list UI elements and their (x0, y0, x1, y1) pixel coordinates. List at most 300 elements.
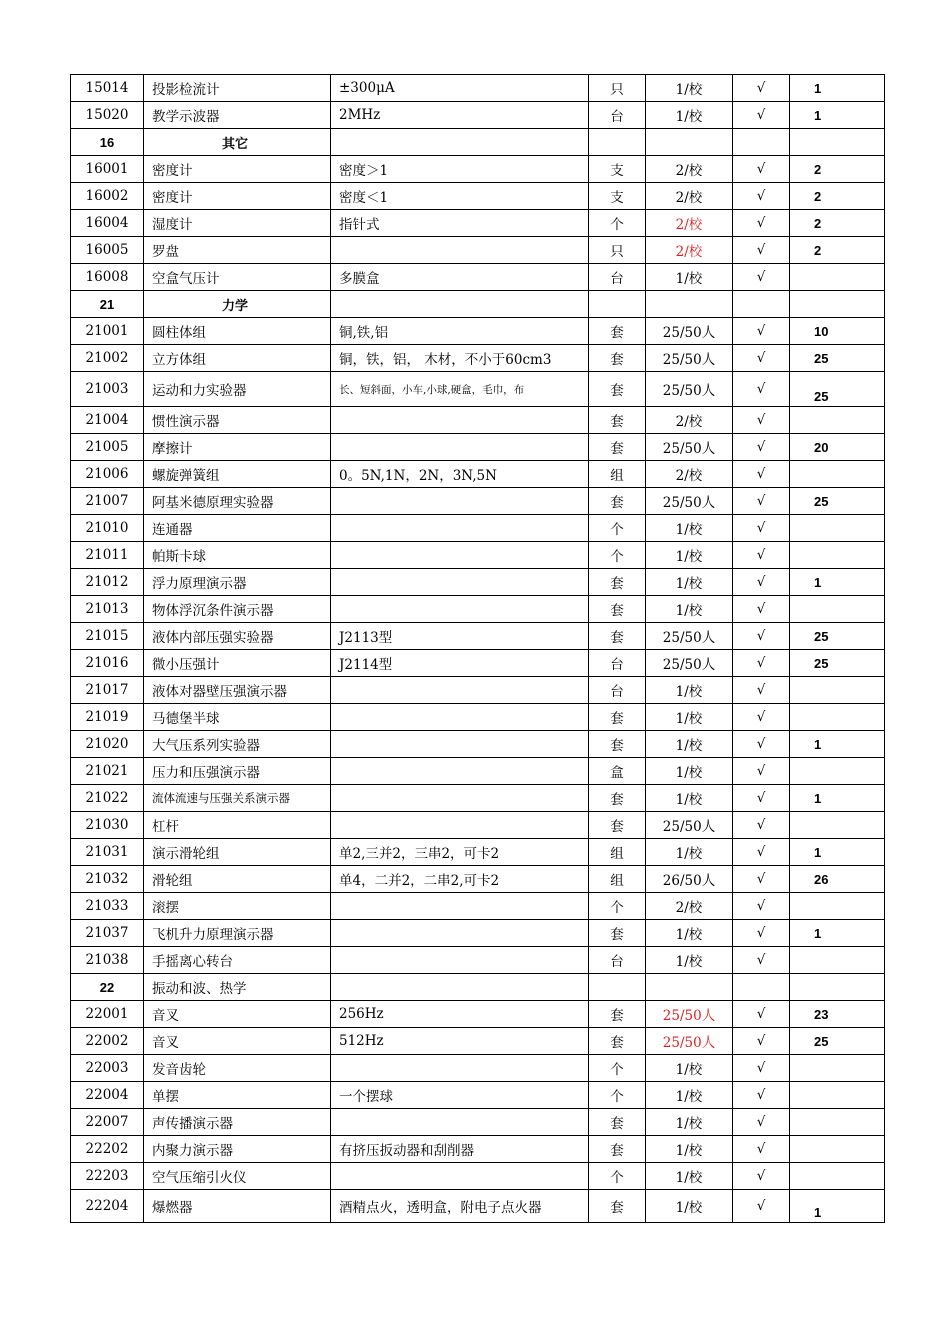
item-check: √ (733, 156, 790, 183)
item-name: 压力和压强演示器 (144, 758, 331, 785)
item-check: √ (733, 183, 790, 210)
item-check: √ (733, 542, 790, 569)
item-name: 微小压强计 (144, 650, 331, 677)
item-name: 摩擦计 (144, 434, 331, 461)
item-quota: 1/校 (646, 102, 733, 129)
item-count (790, 542, 885, 569)
item-code: 21020 (71, 731, 144, 758)
item-check (733, 974, 790, 1001)
item-code: 21012 (71, 569, 144, 596)
table-row (71, 318, 885, 345)
item-name: 振动和波、热学 (144, 974, 331, 1001)
item-count: 20 (790, 434, 885, 461)
item-quota: 1/校 (646, 704, 733, 731)
item-spec: 长、短斜面，小车,小球,硬盒，毛巾，布 (331, 372, 589, 407)
item-spec: 有挤压扳动器和刮削器 (331, 1136, 589, 1163)
category-row (71, 974, 885, 1001)
item-check: √ (733, 1028, 790, 1055)
item-unit: 套 (589, 731, 646, 758)
item-count: 25 (790, 1028, 885, 1055)
item-check (733, 129, 790, 156)
item-name: 圆柱体组 (144, 318, 331, 345)
item-check: √ (733, 596, 790, 623)
item-count (790, 947, 885, 974)
item-code: 21037 (71, 920, 144, 947)
table-row (71, 731, 885, 758)
item-count: 1 (790, 1190, 885, 1223)
item-check: √ (733, 407, 790, 434)
item-count (790, 1055, 885, 1082)
item-spec (331, 488, 589, 515)
item-unit: 套 (589, 318, 646, 345)
item-check: √ (733, 650, 790, 677)
item-name: 流体流速与压强关系演示器 (144, 785, 331, 812)
item-code: 21031 (71, 839, 144, 866)
item-spec: 密度＞1 (331, 156, 589, 183)
item-code: 21005 (71, 434, 144, 461)
table-row (71, 1136, 885, 1163)
item-unit: 支 (589, 156, 646, 183)
item-unit: 套 (589, 596, 646, 623)
item-quota: 2/校 (646, 210, 733, 237)
item-quota: 1/校 (646, 920, 733, 947)
item-unit: 套 (589, 920, 646, 947)
item-quota: 1/校 (646, 758, 733, 785)
item-spec (331, 542, 589, 569)
item-quota: 1/校 (646, 1082, 733, 1109)
item-check: √ (733, 839, 790, 866)
item-count: 23 (790, 1001, 885, 1028)
item-quota: 25/50人 (646, 623, 733, 650)
item-code: 21003 (71, 372, 144, 407)
table-row (71, 1001, 885, 1028)
item-unit: 套 (589, 345, 646, 372)
table-row (71, 893, 885, 920)
item-count (790, 291, 885, 318)
item-spec: 多膜盒 (331, 264, 589, 291)
item-code: 22202 (71, 1136, 144, 1163)
item-quota: 1/校 (646, 1055, 733, 1082)
item-name: 声传播演示器 (144, 1109, 331, 1136)
table-row (71, 372, 885, 407)
item-check: √ (733, 947, 790, 974)
table-row (71, 569, 885, 596)
item-name: 惯性演示器 (144, 407, 331, 434)
item-check: √ (733, 893, 790, 920)
item-name: 投影检流计 (144, 75, 331, 102)
item-count (790, 515, 885, 542)
item-name: 单摆 (144, 1082, 331, 1109)
table-row (71, 407, 885, 434)
item-quota: 1/校 (646, 839, 733, 866)
item-unit: 套 (589, 1190, 646, 1223)
item-quota: 1/校 (646, 515, 733, 542)
item-name: 密度计 (144, 183, 331, 210)
item-name: 帕斯卡球 (144, 542, 331, 569)
item-quota: 25/50人 (646, 650, 733, 677)
item-check: √ (733, 812, 790, 839)
item-code: 21002 (71, 345, 144, 372)
item-unit: 个 (589, 542, 646, 569)
item-name: 空气压缩引火仪 (144, 1163, 331, 1190)
item-quota: 1/校 (646, 542, 733, 569)
item-spec (331, 291, 589, 318)
item-check: √ (733, 623, 790, 650)
item-count (790, 812, 885, 839)
item-check: √ (733, 1190, 790, 1223)
item-quota: 2/校 (646, 183, 733, 210)
item-unit: 个 (589, 893, 646, 920)
item-name: 滚摆 (144, 893, 331, 920)
item-check: √ (733, 515, 790, 542)
item-code: 22 (71, 974, 144, 1001)
item-unit: 套 (589, 1028, 646, 1055)
table-row (71, 1028, 885, 1055)
item-name: 大气压系列实验器 (144, 731, 331, 758)
table-row (71, 1055, 885, 1082)
category-row (71, 291, 885, 318)
item-unit: 只 (589, 75, 646, 102)
table-row (71, 1163, 885, 1190)
item-count: 1 (790, 920, 885, 947)
item-quota: 25/50人 (646, 488, 733, 515)
item-code: 16008 (71, 264, 144, 291)
item-quota: 1/校 (646, 785, 733, 812)
item-unit: 组 (589, 866, 646, 893)
item-unit: 盒 (589, 758, 646, 785)
table-row (71, 75, 885, 102)
item-quota: 25/50人 (646, 434, 733, 461)
table-row (71, 920, 885, 947)
item-code: 21013 (71, 596, 144, 623)
item-unit: 套 (589, 704, 646, 731)
item-unit: 套 (589, 1109, 646, 1136)
item-code: 15020 (71, 102, 144, 129)
table-row (71, 677, 885, 704)
item-code: 21017 (71, 677, 144, 704)
item-code: 21004 (71, 407, 144, 434)
item-spec (331, 704, 589, 731)
item-code: 21038 (71, 947, 144, 974)
item-check: √ (733, 372, 790, 407)
item-name: 阿基米德原理实验器 (144, 488, 331, 515)
item-check: √ (733, 264, 790, 291)
item-spec: J2113型 (331, 623, 589, 650)
item-name: 力学 (144, 291, 331, 318)
item-check: √ (733, 758, 790, 785)
item-quota: 1/校 (646, 1163, 733, 1190)
item-name: 演示滑轮组 (144, 839, 331, 866)
item-check: √ (733, 920, 790, 947)
table-body (71, 75, 885, 1223)
item-count: 1 (790, 569, 885, 596)
item-code: 16005 (71, 237, 144, 264)
item-unit: 台 (589, 650, 646, 677)
item-unit: 套 (589, 812, 646, 839)
item-spec (331, 812, 589, 839)
item-quota: 1/校 (646, 1109, 733, 1136)
item-quota: 25/50人 (646, 372, 733, 407)
item-spec: 2MHz (331, 102, 589, 129)
item-check: √ (733, 1082, 790, 1109)
item-code: 21022 (71, 785, 144, 812)
item-name: 湿度计 (144, 210, 331, 237)
item-code: 21006 (71, 461, 144, 488)
item-quota: 25/50人 (646, 1001, 733, 1028)
item-spec (331, 893, 589, 920)
item-spec (331, 758, 589, 785)
item-quota: 2/校 (646, 893, 733, 920)
item-quota: 2/校 (646, 156, 733, 183)
item-check: √ (733, 866, 790, 893)
item-quota: 2/校 (646, 461, 733, 488)
item-code: 15014 (71, 75, 144, 102)
item-unit: 个 (589, 1055, 646, 1082)
item-count: 2 (790, 156, 885, 183)
item-code: 22001 (71, 1001, 144, 1028)
item-check: √ (733, 785, 790, 812)
item-count: 2 (790, 183, 885, 210)
item-name: 发音齿轮 (144, 1055, 331, 1082)
item-count: 1 (790, 839, 885, 866)
item-code: 16002 (71, 183, 144, 210)
item-spec (331, 1055, 589, 1082)
item-name: 浮力原理演示器 (144, 569, 331, 596)
item-check: √ (733, 434, 790, 461)
item-spec: 一个摆球 (331, 1082, 589, 1109)
item-name: 液体内部压强实验器 (144, 623, 331, 650)
item-name: 音叉 (144, 1028, 331, 1055)
item-spec: 单4，二并2，二串2,可卡2 (331, 866, 589, 893)
table-row (71, 758, 885, 785)
item-count: 2 (790, 210, 885, 237)
item-check: √ (733, 569, 790, 596)
item-unit: 台 (589, 947, 646, 974)
item-code: 22007 (71, 1109, 144, 1136)
item-code: 21001 (71, 318, 144, 345)
item-quota: 1/校 (646, 731, 733, 758)
item-name: 教学示波器 (144, 102, 331, 129)
item-code: 16 (71, 129, 144, 156)
table-row (71, 434, 885, 461)
item-count (790, 129, 885, 156)
item-code: 21010 (71, 515, 144, 542)
item-count (790, 407, 885, 434)
item-code: 22003 (71, 1055, 144, 1082)
item-name: 其它 (144, 129, 331, 156)
item-unit: 套 (589, 434, 646, 461)
item-name: 物体浮沉条件演示器 (144, 596, 331, 623)
item-unit: 套 (589, 488, 646, 515)
item-spec: 0。5N,1N，2N，3N,5N (331, 461, 589, 488)
item-quota: 2/校 (646, 407, 733, 434)
table-row (71, 1190, 885, 1223)
item-count (790, 893, 885, 920)
item-count: 2 (790, 237, 885, 264)
item-count (790, 1082, 885, 1109)
item-name: 空盒气压计 (144, 264, 331, 291)
item-spec (331, 515, 589, 542)
item-spec: ±300μA (331, 75, 589, 102)
item-unit: 套 (589, 407, 646, 434)
item-code: 21016 (71, 650, 144, 677)
item-check: √ (733, 704, 790, 731)
item-spec (331, 974, 589, 1001)
item-count: 1 (790, 102, 885, 129)
item-code: 21021 (71, 758, 144, 785)
item-name: 爆燃器 (144, 1190, 331, 1223)
item-unit: 套 (589, 623, 646, 650)
item-spec (331, 434, 589, 461)
item-spec (331, 785, 589, 812)
item-unit: 只 (589, 237, 646, 264)
item-unit: 支 (589, 183, 646, 210)
item-check (733, 291, 790, 318)
item-quota: 1/校 (646, 75, 733, 102)
item-unit: 套 (589, 569, 646, 596)
item-count (790, 1163, 885, 1190)
item-check: √ (733, 1055, 790, 1082)
item-code: 22204 (71, 1190, 144, 1223)
equipment-table (70, 74, 885, 1223)
item-unit (589, 291, 646, 318)
item-unit: 套 (589, 1001, 646, 1028)
item-unit: 个 (589, 515, 646, 542)
item-name: 运动和力实验器 (144, 372, 331, 407)
item-check: √ (733, 318, 790, 345)
item-spec: 512Hz (331, 1028, 589, 1055)
table-row (71, 183, 885, 210)
item-spec (331, 407, 589, 434)
item-check: √ (733, 345, 790, 372)
item-quota: 25/50人 (646, 345, 733, 372)
item-count (790, 974, 885, 1001)
item-code: 21019 (71, 704, 144, 731)
item-spec: J2114型 (331, 650, 589, 677)
table-row (71, 488, 885, 515)
item-check: √ (733, 1163, 790, 1190)
item-check: √ (733, 1109, 790, 1136)
item-quota: 25/50人 (646, 318, 733, 345)
table-row (71, 1082, 885, 1109)
item-quota (646, 291, 733, 318)
item-quota: 1/校 (646, 947, 733, 974)
item-name: 马德堡半球 (144, 704, 331, 731)
item-spec: 铜,铁,铝 (331, 318, 589, 345)
item-count (790, 1136, 885, 1163)
table-row (71, 785, 885, 812)
item-name: 内聚力演示器 (144, 1136, 331, 1163)
item-name: 立方体组 (144, 345, 331, 372)
table-row (71, 156, 885, 183)
item-count: 1 (790, 75, 885, 102)
item-code: 21007 (71, 488, 144, 515)
item-quota: 1/校 (646, 1190, 733, 1223)
item-name: 罗盘 (144, 237, 331, 264)
item-unit: 套 (589, 372, 646, 407)
item-name: 连通器 (144, 515, 331, 542)
item-code: 21032 (71, 866, 144, 893)
item-code: 21011 (71, 542, 144, 569)
item-code: 21030 (71, 812, 144, 839)
item-check: √ (733, 210, 790, 237)
item-spec (331, 129, 589, 156)
table-row (71, 264, 885, 291)
item-code: 16001 (71, 156, 144, 183)
item-count (790, 677, 885, 704)
item-spec: 256Hz (331, 1001, 589, 1028)
table-row (71, 623, 885, 650)
table-row (71, 704, 885, 731)
item-spec (331, 1163, 589, 1190)
item-spec (331, 569, 589, 596)
item-code: 21 (71, 291, 144, 318)
item-count: 25 (790, 345, 885, 372)
item-unit: 台 (589, 102, 646, 129)
item-name: 杠杆 (144, 812, 331, 839)
item-count (790, 758, 885, 785)
table-row (71, 210, 885, 237)
item-unit: 个 (589, 210, 646, 237)
table-row (71, 345, 885, 372)
item-quota (646, 974, 733, 1001)
item-count: 25 (790, 650, 885, 677)
table-row (71, 237, 885, 264)
item-unit: 组 (589, 461, 646, 488)
item-code: 16004 (71, 210, 144, 237)
table-row (71, 1109, 885, 1136)
table-row (71, 461, 885, 488)
item-spec (331, 237, 589, 264)
item-name: 飞机升力原理演示器 (144, 920, 331, 947)
item-quota: 1/校 (646, 677, 733, 704)
item-spec: 铜，铁，铝， 木材，不小于60cm3 (331, 345, 589, 372)
item-check: √ (733, 237, 790, 264)
item-unit: 台 (589, 264, 646, 291)
item-check: √ (733, 102, 790, 129)
item-check: √ (733, 488, 790, 515)
item-name: 螺旋弹簧组 (144, 461, 331, 488)
item-quota: 1/校 (646, 1136, 733, 1163)
item-quota: 2/校 (646, 237, 733, 264)
item-quota: 25/50人 (646, 812, 733, 839)
item-count (790, 264, 885, 291)
item-unit: 组 (589, 839, 646, 866)
item-spec (331, 947, 589, 974)
item-code: 22002 (71, 1028, 144, 1055)
table-row (71, 542, 885, 569)
item-code: 22004 (71, 1082, 144, 1109)
item-unit: 台 (589, 677, 646, 704)
category-row (71, 129, 885, 156)
item-quota: 1/校 (646, 596, 733, 623)
item-count (790, 704, 885, 731)
item-code: 22203 (71, 1163, 144, 1190)
item-unit (589, 974, 646, 1001)
item-count: 25 (790, 623, 885, 650)
table-row (71, 866, 885, 893)
item-count (790, 461, 885, 488)
item-spec: 酒精点火，透明盒，附电子点火器 (331, 1190, 589, 1223)
item-check: √ (733, 731, 790, 758)
table-row (71, 596, 885, 623)
item-count: 10 (790, 318, 885, 345)
item-name: 滑轮组 (144, 866, 331, 893)
item-quota: 1/校 (646, 264, 733, 291)
item-count (790, 596, 885, 623)
item-spec: 密度＜1 (331, 183, 589, 210)
item-quota (646, 129, 733, 156)
